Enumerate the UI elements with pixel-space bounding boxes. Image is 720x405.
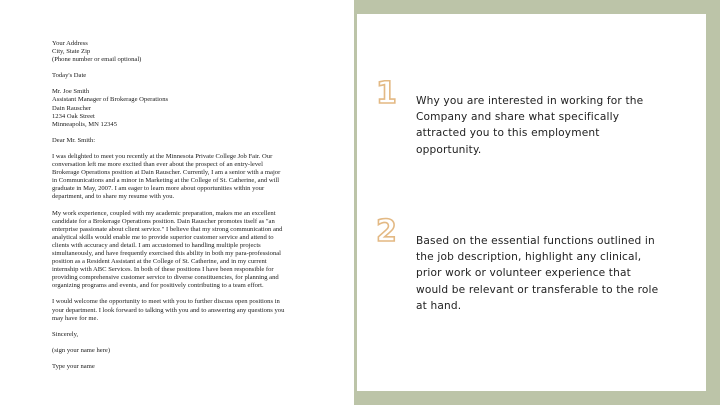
signature-block [52, 347, 354, 355]
paragraph-line: position as a Resident Assistant at the College of St. Catherine, and in my current [52, 258, 267, 266]
typed-name-block [52, 363, 354, 371]
typed-name: Type your name [52, 362, 95, 370]
letter-date: Today's Date [52, 72, 87, 80]
paragraph-line: your department. I look forward to talking with you and to answering any questions you [52, 306, 285, 314]
sender-address [52, 40, 354, 64]
paragraph-line: Brokerage Operations position at Dain Rauscher. Currently, I am a senior with a major [52, 169, 281, 177]
frame-bottom-bar [354, 391, 720, 405]
sender-address-line: (Phone number or email optional) [52, 56, 142, 64]
paragraph-line: internship with ABC Services. In both of these positions I have been responsible for [52, 266, 274, 274]
recipient-address-line: Assistant Manager of Brokerage Operations [52, 96, 169, 104]
paragraph-line: enterprise passionate about client service." I believe that my strong communication and [52, 225, 283, 233]
sample-cover-letter [0, 0, 354, 405]
letter-paragraph-3 [52, 298, 354, 322]
paragraph-line: graduate in May, 2007. I am eager to learn more about opportunities within your [52, 185, 265, 193]
letter-date-block [52, 72, 354, 80]
recipient-address-line: Mr. Joe Smith [52, 88, 90, 96]
paragraph-line: department, and to share my resume with you. [52, 193, 175, 201]
frame-top-bar [354, 0, 720, 14]
paragraph-line: I was delighted to meet you recently at the Minnesota Private College Job Fair. Our [52, 152, 273, 160]
frame-right-bar [706, 0, 720, 405]
paragraph-line: My work experience, coupled with my academic preparation, makes me an excellent [52, 209, 276, 217]
paragraph-line: simultaneously, and have frequently exercised this ability in both my para-professional [52, 249, 282, 257]
paragraph-line: may have for me. [52, 314, 99, 322]
salutation: Dear Mr. Smith: [52, 136, 96, 144]
closing-block [52, 331, 354, 339]
recipient-address-line: Dain Rauscher [52, 104, 91, 112]
point-text-2: Based on the essential functions outlined in the job description, highlight any clinical, prior work or volunteer experience that would be relevant or transferable to the role at hand. [416, 235, 659, 312]
paragraph-line: I would welcome the opportunity to meet with you to further discuss open positions in [52, 298, 280, 306]
paragraph-line: analytical skills would enable me to provide superior customer service and attend to [52, 233, 274, 241]
sender-address-line: City, State Zip [52, 48, 91, 56]
paragraph-line: in Communications and a minor in Marketing at the College of St. Catherine, and will [52, 177, 280, 185]
salutation-block [52, 137, 354, 145]
closing: Sincerely, [52, 330, 79, 338]
recipient-address-line: Minneapolis, MN 12345 [52, 120, 118, 128]
paragraph-line: clients with accuracy and detail. I am accustomed to handling multiple projects [52, 241, 261, 249]
signature-line: (sign your name here) [52, 346, 111, 354]
recipient-address-line: 1234 Oak Street [52, 112, 95, 120]
paragraph-line: organizing programs and events, and for positively contributing to a team effort. [52, 282, 264, 290]
frame-left-bar [354, 0, 357, 405]
letter-paragraph-1 [52, 153, 354, 202]
paragraph-line: providing comprehensive customer service to diverse constituencies, for planning and [52, 274, 279, 282]
paragraph-line: candidate for a Brokerage Operations position. Dain Rauscher promotes itself as "an [52, 217, 275, 225]
paragraph-line: conversation left me more excited than ever about the prospect of an entry-level [52, 161, 263, 169]
point-number-2: 2 [376, 214, 397, 249]
point-text-1: Why you are interested in working for the Company and share what specifically attracted you to this employment opportunity. [416, 95, 644, 156]
recipient-address [52, 88, 354, 128]
letter-paragraph-2 [52, 210, 354, 291]
point-number-1: 1 [376, 76, 397, 111]
sender-address-line: Your Address [52, 40, 88, 47]
